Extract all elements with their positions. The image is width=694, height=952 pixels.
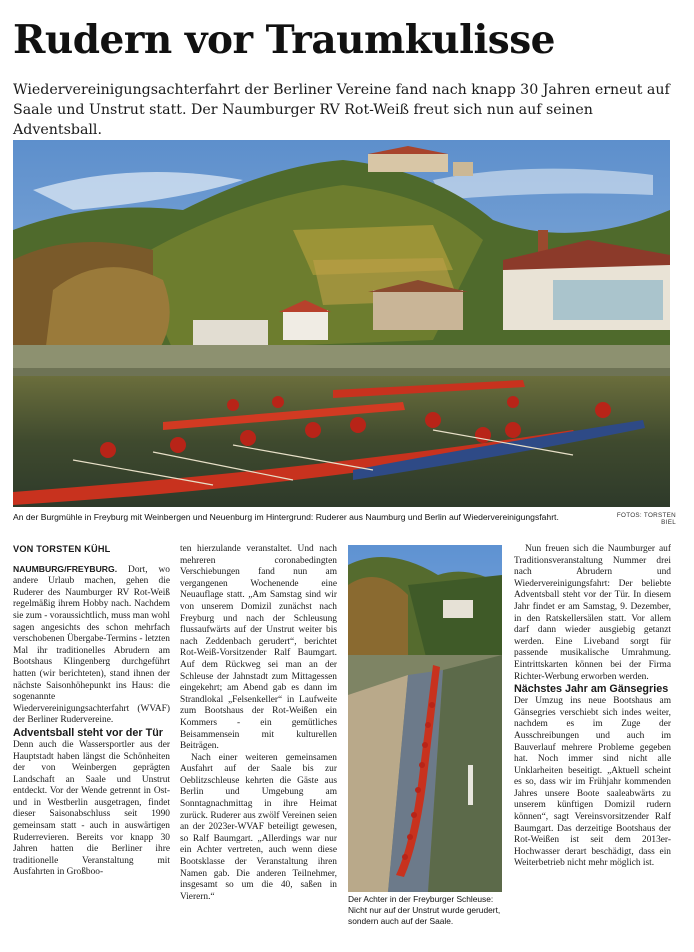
lead-paragraph (13, 564, 170, 727)
main-photo-caption: An der Burgmühle in Freyburg mit Weinbergen und Neuenburg im Hintergrund: Ruderer aus Naumburg und Berlin auf Wiedervereinigungsfahrt. (13, 512, 559, 522)
main-photo (13, 140, 670, 507)
subheadline: Wiedervereinigungsachterfahrt der Berliner Vereine fand nach knapp 30 Jahren erneut auf Saale und Unstrut statt. Der Naumburger RV Rot-Weiß freut sich nun auf seinen Adventsball. (13, 82, 670, 138)
column-2 (180, 544, 337, 903)
column-4 (514, 544, 671, 870)
section-heading-gaensegries: Nächstes Jahr am Gänsegries (514, 683, 669, 696)
dateline: NAUMBURG/FREYBURG. (13, 563, 118, 574)
lock-photo (348, 545, 502, 892)
photo-credit: FOTOS: TORSTEN BIEL (616, 512, 676, 526)
body-paragraph: Der Umzug ins neue Bootshaus am Gänsegries verschiebt sich indes weiter, nachdem es im Zuge der Ausschreibungen und auch im Bauverlauf mehrere Probleme gegeben hat. Noch immer sind nicht alle Unklarheiten beseitigt. „Aktuell scheint es so, dass wir im Frühjahr kommenden Jahres unsere Boote saaleabwärts zu unserem künftigen Domizil rudern können“, sagt Vereinsvorsitzender Ralf Baumgart. Das derzeitige Bootshaus der Rot-Weißen ist seit dem 2013er-Hochwasser derart beschädigt, dass ein Weiterbetrieb nicht mehr möglich ist. (514, 696, 671, 869)
body-paragraph: Nach einer weiteren gemeinsamen Ausfahrt auf der Saale bis zur Oeblitzschleuse kehrten die Gäste aus Berlin und Umgebung am Sonntagnachmittag in ihre Heimat zurück. Ruderer aus zwölf Vereinen seien an der 2023er-WVAF beteiligt gewesen, so Ralf Baumgart. „Allerdings war nur ein Achter vertreten, auch wenn diese Bootsklasse der Veranstaltung ihren Namen gab. Die anderen Teilnehmer, insgesamt so um die 40, saßen in Vierern.“ (180, 752, 337, 902)
body-paragraph: Nun freuen sich die Naumburger auf Traditionsveranstaltung Nummer drei nach Abrudern und Wiedervereinigungsfahrt: Der beliebte Adventsball steht vor der Tür. In diesem Jahr findet er am Samstag, 9. Dezember, in den Ratskellersälen statt. Vor allem darf dann wieder ausgiebig getanzt werden. Eine Liveband sorgt für passende musikalische Umrahmung. Eintrittskarten können bei der Firma Richter-Werbung erworben werden. (514, 544, 671, 682)
column-1 (13, 544, 170, 879)
body-paragraph: ten hierzulande veranstaltet. Und nach mehreren coronabedingten Verschiebungen fand nun am vergangenen Wochenende eine Neuauflage statt. „Am Samstag sind wir von unserem Domizil zunächst nach Freyburg und nach der Schleusung flussaufwärts auf der Unstrut weiter bis nach Zeddenbach gerudert“, berichtet Rot-Weiß-Vorsitzender Ralf Baumgart. Auf dem Rückweg sei man an der Schleuse der Jahnstadt zum Mittagessen eingekehrt; am Abend gab es dann im Strandlokal „Felsenkeller“ in Laufweite zum Bootshaus der Rot-Weißen ein Kommers - ein gemütliches Beisammensein mit kulturellen Beiträgen. (180, 544, 337, 752)
lock-photo-caption: Der Achter in der Freyburger Schleuse: Nicht nur auf der Unstrut wurde gerudert, sondern auch auf der Saale. (348, 894, 501, 926)
lead-text: Dort, wo andere Urlaub machen, gehen die Ruderer des Naumburger RV Rot-Weiß regelmäßig ihrem Hobby nach. Nachdem sie zum - voraussichtlich, muss man wohl sagen angesichts des schon mehrfach verschobenen Übergabe-Termins - letzten Mal ihr traditionelles Abrudern am Bootshaus Klingenberg durchgeführt hatten (wir berichteten), stand ihnen der nächste Saisonhöhepunkt ins Haus: die sogenannte Wiedervereinigungsachterfahrt (WVAF) der Berliner Rudervereine. (13, 564, 171, 726)
body-paragraph: Denn auch die Wassersportler aus der Hauptstadt haben längst die Schönheiten der von Weinbergen geprägten Landschaft an Saale und Unstrut entdeckt. Vor der Wende getrennt in Ost- und in Westberlin ausgetragen, findet dieser Saisonabschluss seit 1990 gemeinsam statt - auch in auswärtigen Ruderrevieren. Bereits vor knapp 30 Jahren hatten die Berliner ihre traditionelle Veranstaltung mit Ausfahrten in Großboo- (13, 739, 170, 878)
headline: Rudern vor Traumkulisse (13, 17, 555, 63)
section-heading-adventsball: Adventsball steht vor der Tür (13, 726, 163, 739)
byline: VON TORSTEN KÜHL (13, 544, 111, 554)
